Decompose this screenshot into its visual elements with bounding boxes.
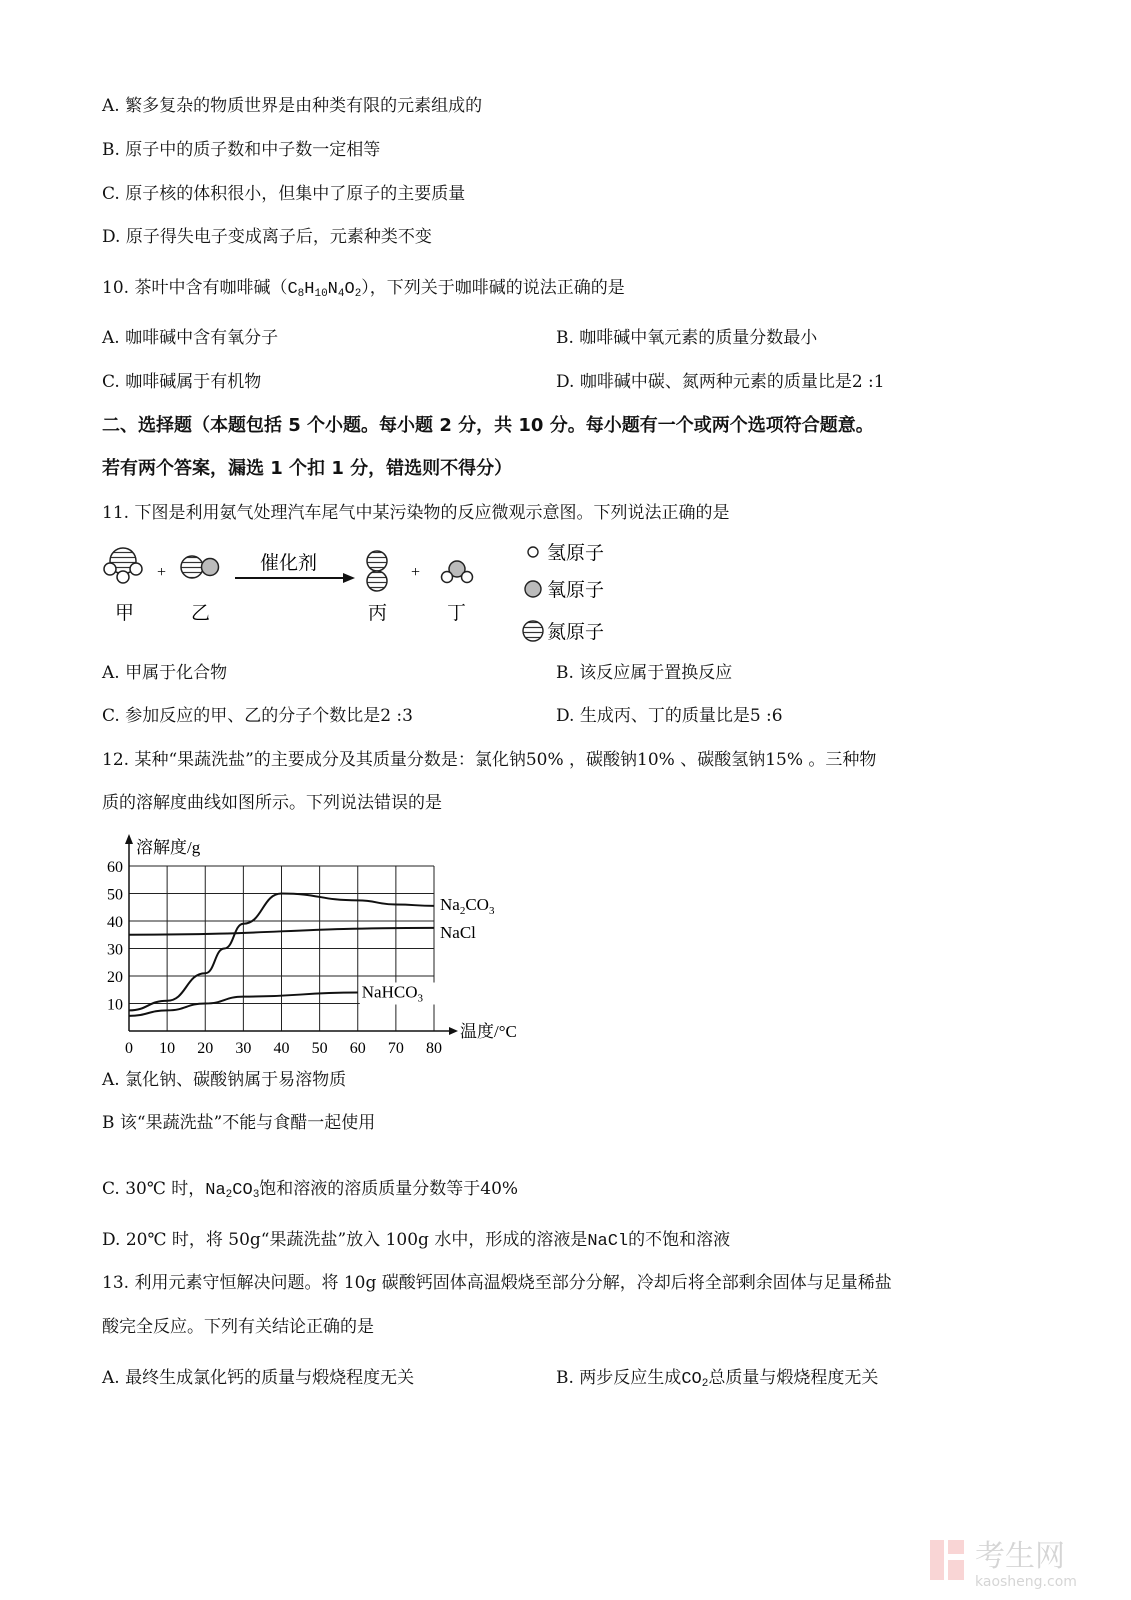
molecule-jia — [104, 548, 142, 583]
hydrogen-atom-icon — [528, 547, 538, 557]
q13-stem-2: 酸完全反应。下列有关结论正确的是 — [102, 1317, 374, 1337]
q13-option-b: B. 两步反应生成CO2总质量与煅烧程度无关 — [556, 1368, 879, 1390]
q10-option-d: D. 咖啡碱中碳、氮两种元素的质量比是2 :1 — [556, 372, 885, 392]
x-tick-label: 30 — [235, 1040, 252, 1057]
y-tick-label: 40 — [107, 914, 123, 931]
label-bing: 丙 — [368, 603, 388, 624]
plus-sign: + — [411, 564, 421, 581]
x-tick-label: 40 — [273, 1040, 290, 1057]
watermark-logo — [930, 1530, 1120, 1594]
label-jia: 甲 — [115, 603, 135, 624]
y-tick-label: 50 — [107, 886, 123, 904]
y-tick-label: 20 — [107, 969, 123, 986]
q12-stem-2: 质的溶解度曲线如图所示。下列说法错误的是 — [102, 793, 442, 813]
x-axis-arrow — [449, 1027, 458, 1035]
y-tick-label: 30 — [107, 941, 123, 959]
legend-nitrogen: 氮原子 — [547, 622, 605, 643]
section-heading-2: 若有两个答案，漏选 1 个扣 1 分，错选则不得分） — [102, 458, 513, 479]
q11-option-a: A. 甲属于化合物 — [102, 663, 228, 683]
x-tick-label: 50 — [311, 1040, 328, 1057]
oxygen-atom-icon — [525, 581, 541, 597]
q9-option-c: C. 原子核的体积很小，但集中了原子的主要质量 — [102, 184, 466, 204]
solubility-chart — [90, 825, 560, 1061]
x-tick-label: 60 — [349, 1040, 366, 1057]
molecule-bing — [367, 551, 387, 591]
label-ding: 丁 — [447, 603, 467, 624]
catalyst-label: 催化剂 — [260, 553, 318, 574]
x-tick-label: 0 — [125, 1040, 133, 1057]
q12-option-b: B 该“果蔬洗盐”不能与食醋一起使用 — [102, 1113, 376, 1133]
y-tick-label: 60 — [107, 859, 123, 876]
molecule-yi — [181, 556, 219, 578]
x-tick-label: 20 — [197, 1040, 214, 1057]
q11-option-b: B. 该反应属于置换反应 — [556, 663, 733, 683]
q12-option-d: D. 20℃ 时，将 50g“果蔬洗盐”放入 100g 水中，形成的溶液是NaCl的不饱和溶液 — [102, 1230, 731, 1251]
q10-option-a: A. 咖啡碱中含有氧分子 — [102, 328, 279, 348]
svg-text:考生网: 考生网 — [975, 1539, 1065, 1574]
q12-option-c: C. 30℃ 时，Na2CO3饱和溶液的溶质质量分数等于40% — [102, 1179, 519, 1201]
q9-option-a: A. 繁多复杂的物质世界是由种类有限的元素组成的 — [102, 96, 483, 116]
q13-stem: 13. 利用元素守恒解决问题。将 10g 碳酸钙固体高温煅烧至部分分解，冷却后将全部剩余固体与足量稀盐 — [102, 1273, 892, 1293]
legend-oxygen: 氧原子 — [547, 580, 605, 601]
q13-option-a: A. 最终生成氯化钙的质量与煅烧程度无关 — [102, 1368, 415, 1388]
section-heading: 二、选择题（本题包括 5 个小题。每小题 2 分，共 10 分。每小题有一个或两个选项符合题意。 — [102, 415, 874, 436]
q11-option-c: C. 参加反应的甲、乙的分子个数比是2 :3 — [102, 706, 413, 726]
reaction-diagram — [95, 535, 655, 647]
label-yi: 乙 — [191, 603, 211, 624]
q12-stem: 12. 某种“果蔬洗盐”的主要成分及其质量分数是：氯化钠50% ，碳酸钠10% 、碳酸氢钠15% 。三种物 — [102, 750, 877, 770]
q11-option-d: D. 生成丙、丁的质量比是5 :6 — [556, 706, 783, 726]
q10-option-c: C. 咖啡碱属于有机物 — [102, 372, 262, 392]
series-label-nacl: NaCl — [440, 922, 476, 942]
x-tick-label: 70 — [387, 1040, 404, 1057]
legend-hydrogen: 氢原子 — [547, 543, 605, 564]
q11-stem: 11. 下图是利用氨气处理汽车尾气中某污染物的反应微观示意图。下列说法正确的是 — [102, 503, 730, 523]
x-axis-label: 温度/°C — [460, 1022, 517, 1041]
y-axis-label: 溶解度/g — [136, 838, 201, 857]
q10-option-b: B. 咖啡碱中氧元素的质量分数最小 — [556, 328, 818, 348]
q12-option-a: A. 氯化钠、碳酸钠属于易溶物质 — [102, 1070, 347, 1090]
molecule-ding — [442, 561, 473, 583]
q10-stem: 10. 茶叶中含有咖啡碱（C8H10N4O2），下列关于咖啡碱的说法正确的是 — [102, 278, 625, 300]
plus-sign: + — [157, 564, 167, 581]
series-label-nahco3: NaHCO$_3$ — [361, 982, 423, 1005]
series-label-na2co3: $Na_2CO_3$ — [440, 894, 495, 917]
q9-option-d: D. 原子得失电子变成离子后，元素种类不变 — [102, 227, 432, 247]
svg-text:kaosheng.com: kaosheng.com — [975, 1574, 1077, 1590]
y-tick-label: 10 — [107, 996, 123, 1014]
x-tick-label: 80 — [426, 1040, 442, 1057]
x-tick-label: 10 — [159, 1040, 176, 1057]
q9-option-b: B. 原子中的质子数和中子数一定相等 — [102, 140, 381, 160]
y-axis-arrow — [125, 834, 133, 844]
nitrogen-atom-icon — [523, 621, 543, 641]
